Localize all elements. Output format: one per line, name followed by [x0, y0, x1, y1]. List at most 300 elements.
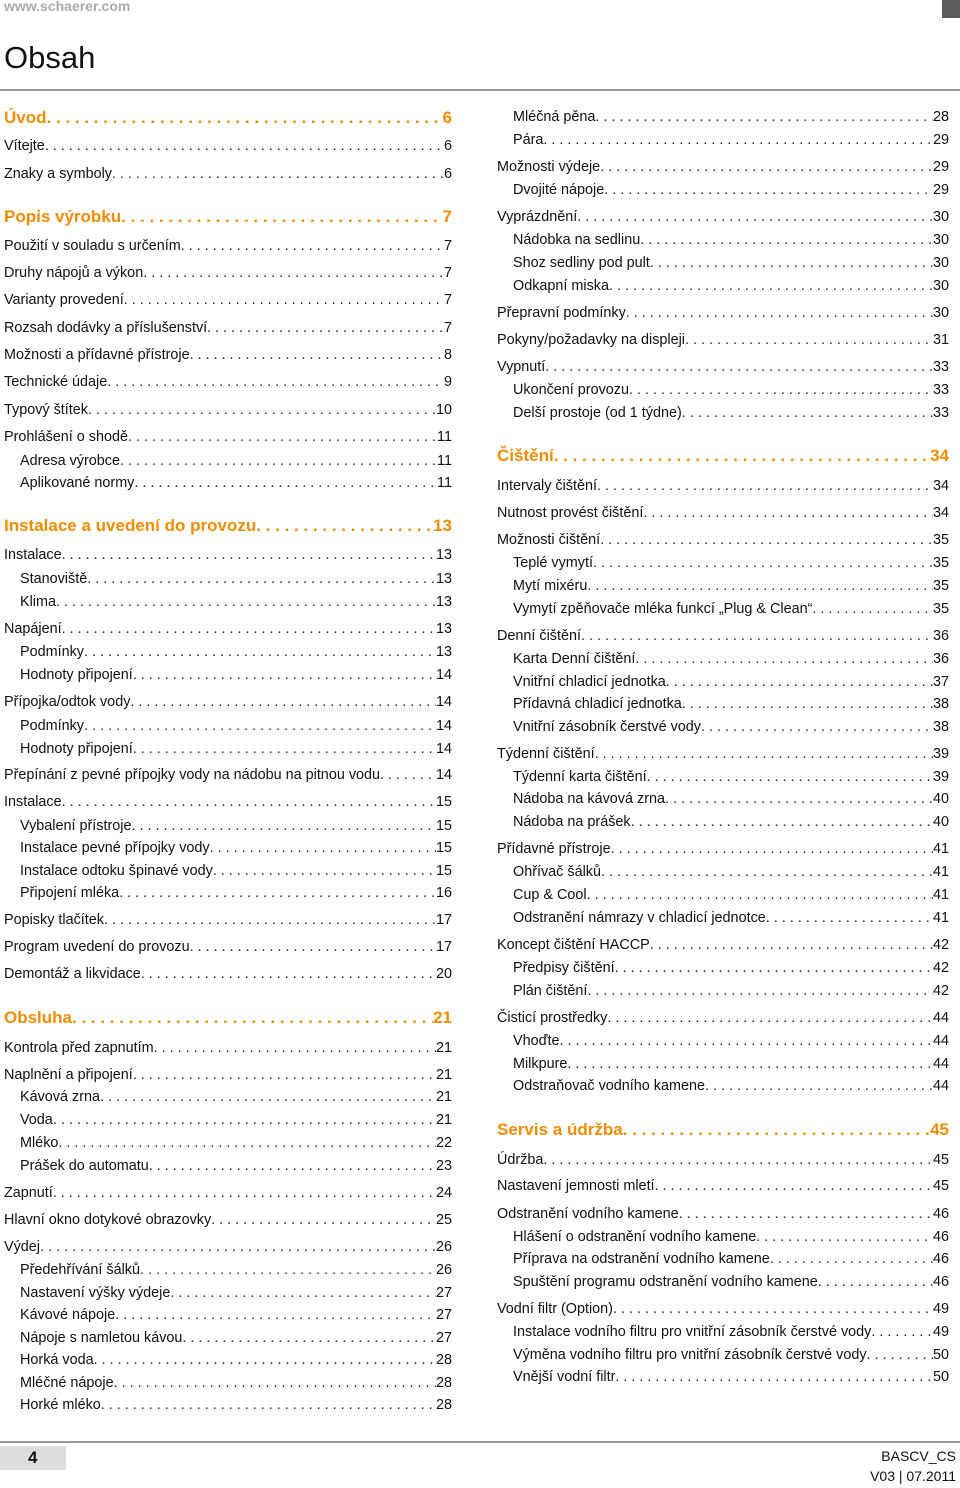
- toc-entry-title: Dvojité nápoje: [513, 182, 605, 198]
- toc-entry-title: Instalace odtoku špinavé vody: [20, 863, 213, 879]
- toc-entry-title: Mytí mixéru: [513, 578, 588, 594]
- toc-entry-title: Úvod: [4, 108, 47, 127]
- toc-entry[interactable]: [4, 793, 452, 811]
- dot-leader: [210, 839, 436, 857]
- toc-entry[interactable]: [4, 346, 452, 364]
- toc-entry-page: 13: [435, 644, 452, 660]
- toc-entry[interactable]: [497, 1323, 949, 1341]
- toc-entry-title: Odkapní miska: [513, 278, 609, 294]
- toc-entry-title: Instalace vodního filtru pro vnitřní zásobník čerstvé vody: [513, 1324, 872, 1340]
- toc-entry-page: 14: [435, 694, 452, 710]
- toc-entry-page: 21: [433, 1008, 452, 1027]
- toc-entry[interactable]: [497, 181, 949, 199]
- toc-entry-title: Vypnutí: [497, 359, 546, 375]
- toc-entry[interactable]: [4, 570, 452, 588]
- page-number: 4: [28, 1448, 38, 1467]
- toc-entry[interactable]: [4, 766, 452, 784]
- toc-entry-page: 6: [443, 166, 452, 182]
- toc-entry-title: Hodnoty připojení: [20, 667, 133, 683]
- toc-entry-title: Čisticí prostředky: [497, 1010, 608, 1026]
- toc-entry-title: Nádobka na sedlinu: [513, 232, 641, 248]
- toc-entry-page: 44: [932, 1078, 949, 1094]
- dot-leader: [631, 813, 933, 831]
- toc-entry-page: 6: [443, 138, 452, 154]
- toc-entry-page: 30: [932, 278, 949, 294]
- toc-entry-page: 44: [932, 1056, 949, 1072]
- toc-entry-page: 7: [443, 292, 452, 308]
- toc-entry-page: 49: [932, 1324, 949, 1340]
- toc-entry-title: Plán čištění: [513, 983, 588, 999]
- toc-entry[interactable]: [497, 1250, 949, 1268]
- bottom-rule: [0, 1441, 960, 1443]
- dot-leader: [812, 600, 933, 618]
- toc-entry-page: 46: [932, 1251, 949, 1267]
- toc-entry[interactable]: [497, 1077, 949, 1095]
- toc-entry-page: 15: [435, 794, 452, 810]
- toc-entry-page: 15: [435, 863, 452, 879]
- toc-section-heading[interactable]: [497, 446, 949, 466]
- toc-entry[interactable]: [497, 909, 949, 927]
- toc-entry[interactable]: [497, 886, 949, 904]
- toc-entry[interactable]: [497, 1273, 949, 1291]
- dot-leader: [101, 1396, 436, 1414]
- toc-entry[interactable]: [4, 1066, 452, 1084]
- toc-entry-title: Týdenní karta čištění: [513, 769, 647, 785]
- toc-entry[interactable]: [4, 938, 452, 956]
- toc-entry[interactable]: [4, 1184, 452, 1202]
- toc-entry-title: Čištění: [497, 446, 554, 465]
- toc-entry[interactable]: [497, 863, 949, 881]
- dot-leader: [133, 740, 436, 758]
- toc-entry-title: Vymytí zpěňovače mléka funkcí „Plug & Clean“: [513, 601, 813, 617]
- toc-entry[interactable]: [497, 231, 949, 249]
- dot-leader: [595, 108, 933, 126]
- toc-entry[interactable]: [497, 650, 949, 668]
- dot-leader: [643, 504, 933, 522]
- dot-leader: [100, 1088, 436, 1106]
- toc-entry[interactable]: [497, 577, 949, 595]
- toc-entry[interactable]: [4, 1211, 452, 1229]
- dot-leader: [94, 1351, 436, 1369]
- toc-entry-page: 33: [932, 405, 949, 421]
- toc-entry-page: 16: [435, 885, 452, 901]
- toc-entry-title: Denní čištění: [497, 628, 581, 644]
- toc-entry[interactable]: [4, 474, 452, 492]
- toc-entry-page: 45: [932, 1178, 949, 1194]
- dot-leader: [615, 1368, 933, 1386]
- toc-entry[interactable]: [4, 1284, 452, 1302]
- dot-leader: [623, 1120, 930, 1140]
- toc-entry-page: 13: [435, 571, 452, 587]
- toc-entry-title: Vnější vodní filtr: [513, 1369, 616, 1385]
- toc-entry[interactable]: [497, 718, 949, 736]
- toc-entry[interactable]: [4, 165, 452, 183]
- dot-leader: [601, 863, 933, 881]
- dot-leader: [84, 643, 436, 661]
- dot-leader: [115, 1306, 436, 1324]
- toc-entry[interactable]: [4, 1329, 452, 1347]
- toc-entry[interactable]: [4, 1238, 452, 1256]
- dot-leader: [87, 570, 436, 588]
- dot-leader: [256, 516, 433, 536]
- dot-leader: [124, 291, 444, 309]
- toc-entry-title: Odstraňovač vodního kamene: [513, 1078, 705, 1094]
- toc-entry-page: 7: [443, 320, 452, 336]
- dot-leader: [181, 237, 444, 255]
- toc-entry-title: Technické údaje: [4, 374, 108, 390]
- doc-version: V03 | 07.2011: [870, 1468, 956, 1484]
- toc-entry-page: 27: [435, 1330, 452, 1346]
- toc-entry-page: 6: [442, 108, 452, 127]
- toc-entry[interactable]: [497, 673, 949, 691]
- toc-entry-page: 31: [932, 332, 949, 348]
- toc-entry[interactable]: [4, 1306, 452, 1324]
- toc-entry-title: Příprava na odstranění vodního kamene: [513, 1251, 770, 1267]
- toc-entry[interactable]: [497, 959, 949, 977]
- toc-entry-page: 41: [932, 887, 949, 903]
- dot-leader: [655, 1177, 933, 1195]
- toc-entry[interactable]: [497, 936, 949, 954]
- toc-entry[interactable]: [4, 1088, 452, 1106]
- toc-entry[interactable]: [4, 884, 452, 902]
- toc-entry[interactable]: [4, 1374, 452, 1392]
- toc-entry[interactable]: [4, 740, 452, 758]
- toc-entry[interactable]: [4, 911, 452, 929]
- dot-leader: [141, 965, 436, 983]
- toc-entry-page: 13: [435, 594, 452, 610]
- toc-entry[interactable]: [497, 1368, 949, 1386]
- toc-entry[interactable]: [4, 1134, 452, 1152]
- toc-entry[interactable]: [497, 695, 949, 713]
- toc-entry-title: Možnosti a přídavné přístroje: [4, 347, 190, 363]
- toc-entry[interactable]: [4, 264, 452, 282]
- toc-entry[interactable]: [4, 593, 452, 611]
- toc-entry-title: Hlášení o odstranění vodního kamene: [513, 1229, 757, 1245]
- toc-entry-page: 13: [435, 547, 452, 563]
- dot-leader: [207, 319, 444, 337]
- toc-entry-title: Podmínky: [20, 718, 84, 734]
- top-rule: [0, 89, 960, 91]
- dot-leader: [607, 1009, 933, 1027]
- toc-entry-page: 27: [435, 1307, 452, 1323]
- toc-entry[interactable]: [497, 1205, 949, 1223]
- toc-entry[interactable]: [497, 813, 949, 831]
- toc-entry-title: Týdenní čištění: [497, 746, 595, 762]
- dot-leader: [47, 108, 443, 128]
- toc-entry[interactable]: [497, 982, 949, 1000]
- dot-leader: [112, 165, 444, 183]
- toc-entry[interactable]: [497, 1228, 949, 1246]
- toc-entry-page: 35: [932, 578, 949, 594]
- toc-entry[interactable]: [497, 304, 949, 322]
- toc-entry[interactable]: [497, 768, 949, 786]
- toc-entry[interactable]: [4, 817, 452, 835]
- toc-entry[interactable]: [4, 546, 452, 564]
- toc-entry-page: 14: [435, 718, 452, 734]
- toc-entry-title: Výměna vodního filtru pro vnitřní zásobník čerstvé vody: [513, 1347, 867, 1363]
- dot-leader: [554, 446, 930, 466]
- toc-entry-title: Horké mléko: [20, 1397, 101, 1413]
- toc-entry-title: Ohřívač šálků: [513, 864, 601, 880]
- toc-entry-title: Typový štítek: [4, 402, 88, 418]
- dot-leader: [559, 1032, 933, 1050]
- dot-leader: [104, 911, 436, 929]
- toc-entry-page: 27: [435, 1285, 452, 1301]
- toc-entry-title: Stanoviště: [20, 571, 88, 587]
- dot-leader: [682, 695, 933, 713]
- toc-entry-page: 28: [435, 1352, 452, 1368]
- toc-entry-page: 33: [932, 382, 949, 398]
- toc-entry[interactable]: [4, 717, 452, 735]
- toc-entry[interactable]: [497, 277, 949, 295]
- toc-entry-title: Vyprázdnění: [497, 209, 578, 225]
- dot-leader: [107, 373, 444, 391]
- toc-entry[interactable]: [497, 254, 949, 272]
- toc-entry[interactable]: [4, 1396, 452, 1414]
- toc-entry-title: Varianty provedení: [4, 292, 124, 308]
- toc-entry-page: 25: [435, 1212, 452, 1228]
- toc-entry[interactable]: [497, 381, 949, 399]
- toc-entry-page: 9: [443, 374, 452, 390]
- dot-leader: [53, 1184, 436, 1202]
- toc-entry-page: 40: [932, 791, 949, 807]
- toc-entry-title: Kávová zrna: [20, 1089, 100, 1105]
- toc-entry[interactable]: [4, 1351, 452, 1369]
- toc-entry-page: 20: [435, 966, 452, 982]
- dot-leader: [701, 718, 933, 736]
- toc-entry-page: 42: [932, 960, 949, 976]
- toc-entry-page: 39: [932, 769, 949, 785]
- toc-entry-title: Aplikované normy: [20, 475, 135, 491]
- dot-leader: [611, 840, 933, 858]
- toc-entry-page: 14: [435, 767, 452, 783]
- toc-entry[interactable]: [497, 158, 949, 176]
- toc-entry-title: Nádoba na prášek: [513, 814, 631, 830]
- toc-entry-title: Výdej: [4, 1239, 40, 1255]
- toc-entry-page: 49: [932, 1301, 949, 1317]
- toc-entry-page: 46: [932, 1229, 949, 1245]
- toc-entry[interactable]: [497, 531, 949, 549]
- toc-entry-title: Pára: [513, 132, 544, 148]
- toc-entry-page: 46: [932, 1274, 949, 1290]
- dot-leader: [149, 1157, 436, 1175]
- dot-leader: [88, 401, 436, 419]
- toc-entry-title: Předehřívání šálků: [20, 1262, 140, 1278]
- toc-entry-title: Vhoďte: [513, 1033, 560, 1049]
- toc-entry[interactable]: [4, 401, 452, 419]
- toc-entry[interactable]: [497, 477, 949, 495]
- toc-entry-page: 36: [932, 651, 949, 667]
- toc-entry-title: Ukončení provozu: [513, 382, 629, 398]
- toc-entry-title: Odstranění vodního kamene: [497, 1206, 679, 1222]
- toc-entry-page: 41: [932, 864, 949, 880]
- toc-entry-page: 34: [930, 446, 949, 465]
- page-title: Obsah: [4, 40, 96, 75]
- toc-entry-page: 28: [435, 1375, 452, 1391]
- toc-entry-page: 29: [932, 182, 949, 198]
- toc-entry[interactable]: [4, 137, 452, 155]
- toc-section-heading[interactable]: [497, 1120, 949, 1140]
- toc-entry-page: 39: [932, 746, 949, 762]
- dot-leader: [581, 627, 933, 645]
- toc-entry-title: Obsluha: [4, 1008, 73, 1027]
- toc-entry[interactable]: [497, 790, 949, 808]
- toc-section-heading[interactable]: [4, 1008, 452, 1028]
- toc-entry[interactable]: [497, 600, 949, 618]
- toc-entry-page: 14: [435, 741, 452, 757]
- toc-entry[interactable]: [4, 620, 452, 638]
- toc-entry[interactable]: [4, 839, 452, 857]
- toc-entry[interactable]: [497, 1151, 949, 1169]
- toc-entry-title: Druhy nápojů a výkon: [4, 265, 144, 281]
- toc-entry-page: 35: [932, 555, 949, 571]
- toc-entry-page: 35: [932, 601, 949, 617]
- toc-entry[interactable]: [4, 373, 452, 391]
- toc-entry-title: Adresa výrobce: [20, 453, 120, 469]
- dot-leader: [84, 717, 436, 735]
- toc-entry[interactable]: [497, 358, 949, 376]
- toc-entry[interactable]: [4, 291, 452, 309]
- toc-entry-page: 40: [932, 814, 949, 830]
- toc-entry-title: Horká voda: [20, 1352, 94, 1368]
- toc-entry[interactable]: [497, 504, 949, 522]
- toc-entry-page: 41: [932, 910, 949, 926]
- toc-entry-title: Nastavení jemnosti mletí: [497, 1178, 655, 1194]
- toc-entry[interactable]: [497, 627, 949, 645]
- dot-leader: [128, 428, 437, 446]
- toc-entry-title: Vnitřní chladicí jednotka: [513, 674, 666, 690]
- dot-leader: [604, 181, 933, 199]
- toc-entry[interactable]: [497, 1009, 949, 1027]
- toc-section-heading[interactable]: [4, 516, 452, 536]
- toc-entry-page: 42: [932, 937, 949, 953]
- toc-entry-page: 38: [932, 696, 949, 712]
- toc-entry[interactable]: [4, 237, 452, 255]
- toc-entry-page: 28: [435, 1397, 452, 1413]
- toc-entry[interactable]: [4, 1039, 452, 1057]
- toc-entry-title: Vybalení přístroje: [20, 818, 132, 834]
- toc-entry[interactable]: [497, 404, 949, 422]
- toc-entry[interactable]: [497, 554, 949, 572]
- toc-entry[interactable]: [497, 331, 949, 349]
- toc-entry[interactable]: [4, 1157, 452, 1175]
- toc-entry-title: Demontáž a likvidace: [4, 966, 141, 982]
- dot-leader: [587, 577, 933, 595]
- toc-entry[interactable]: [497, 840, 949, 858]
- toc-entry-title: Mléčné nápoje: [20, 1375, 114, 1391]
- toc-entry-title: Odstranění námrazy v chladicí jednotce: [513, 910, 766, 926]
- toc-entry-title: Shoz sedliny pod pult: [513, 255, 650, 271]
- toc-entry-title: Vodní filtr (Option): [497, 1301, 613, 1317]
- toc-entry[interactable]: [4, 1261, 452, 1279]
- dot-leader: [62, 793, 436, 811]
- toc-entry-title: Přípojka/odtok vody: [4, 694, 131, 710]
- dot-leader: [666, 673, 933, 691]
- toc-entry-page: 30: [932, 232, 949, 248]
- toc-entry[interactable]: [4, 862, 452, 880]
- dot-leader: [53, 1111, 436, 1129]
- toc-entry-page: 41: [932, 841, 949, 857]
- toc-entry-page: 7: [443, 238, 452, 254]
- dot-leader: [567, 1055, 933, 1073]
- toc-entry-page: 23: [435, 1158, 452, 1174]
- dot-leader: [597, 477, 933, 495]
- dot-leader: [770, 1250, 933, 1268]
- dot-leader: [133, 666, 436, 684]
- toc-entry-title: Předpisy čištění: [513, 960, 615, 976]
- toc-entry-page: 34: [932, 478, 949, 494]
- toc-entry-title: Popis výrobku: [4, 207, 122, 226]
- dot-leader: [56, 593, 436, 611]
- toc-section-heading[interactable]: [4, 207, 452, 227]
- toc-entry[interactable]: [4, 452, 452, 470]
- toc-entry-page: 29: [932, 132, 949, 148]
- toc-entry[interactable]: [497, 1346, 949, 1364]
- toc-entry-page: 11: [437, 453, 452, 469]
- toc-entry-page: 42: [932, 983, 949, 999]
- toc-entry-page: 21: [435, 1112, 452, 1128]
- toc-entry-title: Vnitřní zásobník čerstvé vody: [513, 719, 701, 735]
- toc-entry[interactable]: [497, 131, 949, 149]
- toc-entry-page: 13: [433, 516, 452, 535]
- toc-entry-title: Vítejte: [4, 138, 45, 154]
- toc-entry-page: 21: [435, 1089, 452, 1105]
- toc-entry[interactable]: [4, 1111, 452, 1129]
- toc-section-heading[interactable]: [4, 108, 452, 128]
- toc-entry[interactable]: [4, 693, 452, 711]
- toc-entry[interactable]: [497, 1032, 949, 1050]
- dot-leader: [62, 546, 436, 564]
- toc-entry[interactable]: [4, 319, 452, 337]
- toc-entry-title: Hlavní okno dotykové obrazovky: [4, 1212, 212, 1228]
- dot-leader: [609, 277, 933, 295]
- toc-entry-title: Přídavné přístroje: [497, 841, 611, 857]
- toc-entry[interactable]: [4, 643, 452, 661]
- toc-entry-title: Přepínání z pevné přípojky vody na nádobu na pitnou vodu: [4, 767, 381, 783]
- dot-leader: [72, 1008, 433, 1028]
- toc-entry-page: 11: [437, 429, 452, 445]
- toc-entry-title: Možnosti čištění: [497, 532, 601, 548]
- toc-entry-title: Připojení mléka: [20, 885, 120, 901]
- dot-leader: [62, 620, 436, 638]
- toc-entry[interactable]: [497, 208, 949, 226]
- toc-entry-page: 17: [435, 912, 452, 928]
- toc-entry-page: 50: [932, 1347, 949, 1363]
- toc-entry[interactable]: [4, 666, 452, 684]
- toc-entry-page: 14: [435, 667, 452, 683]
- dot-leader: [154, 1039, 436, 1057]
- toc-entry-title: Instalace: [4, 794, 62, 810]
- dot-leader: [647, 768, 933, 786]
- toc-entry[interactable]: [497, 1055, 949, 1073]
- toc-entry[interactable]: [497, 1177, 949, 1195]
- toc-entry[interactable]: [4, 965, 452, 983]
- toc-entry-title: Klima: [20, 594, 56, 610]
- toc-entry[interactable]: [497, 1300, 949, 1318]
- toc-entry-title: Podmínky: [20, 644, 84, 660]
- toc-entry[interactable]: [497, 745, 949, 763]
- dot-leader: [867, 1346, 933, 1364]
- dot-leader: [121, 207, 442, 227]
- toc-entry-title: Instalace a uvedení do provozu: [4, 516, 257, 535]
- toc-entry[interactable]: [497, 108, 949, 126]
- toc-entry[interactable]: [4, 428, 452, 446]
- toc-entry-page: 26: [435, 1262, 452, 1278]
- toc-entry-title: Program uvedení do provozu: [4, 939, 190, 955]
- toc-entry-title: Intervaly čištění: [497, 478, 597, 494]
- dot-leader: [182, 1329, 436, 1347]
- toc-entry-title: Nutnost provést čištění: [497, 505, 644, 521]
